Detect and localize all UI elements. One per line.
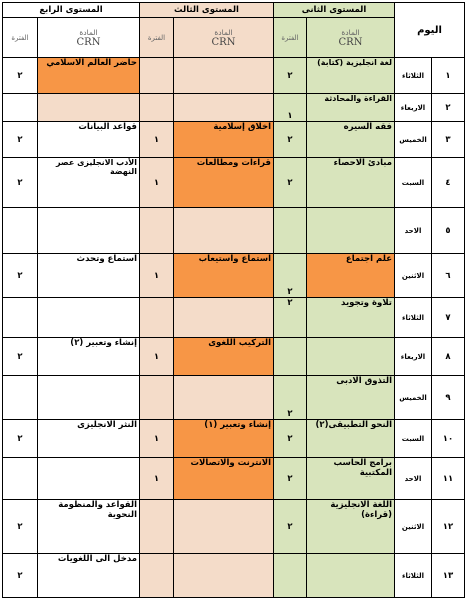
crn-label: CRN — [211, 36, 236, 48]
day-number-cell: ٥ — [432, 208, 465, 254]
level2-period-cell — [274, 554, 307, 598]
level4-subject-cell: القواعد والمنظومة النحوية — [38, 500, 140, 554]
level4-subject-cell: قواعد البيانات — [38, 122, 140, 158]
table-row — [3, 500, 465, 554]
level2-subject-cell: علم اجتماع — [307, 254, 395, 298]
level4-period-cell — [3, 376, 38, 420]
table-row — [3, 94, 465, 122]
level4-subject-cell: الأدب الانجليزى عصر النهضة — [38, 158, 140, 208]
level4-period-cell: ٢ — [3, 58, 38, 94]
day-number-cell: ٩ — [432, 376, 465, 420]
level2-subject-cell — [307, 554, 395, 598]
level3-period-cell: ١ — [140, 122, 174, 158]
level4-subject-cell: إنشاء وتعبير (٢) — [38, 338, 140, 376]
table-row — [3, 420, 465, 458]
level4-subject-cell — [38, 208, 140, 254]
day-name-cell: الاحد — [395, 208, 432, 254]
day-number-cell: ١ — [432, 58, 465, 94]
level4-subject-cell: مدخل الى اللغويات — [38, 554, 140, 598]
day-name-cell: السبت — [395, 420, 432, 458]
level2-subject-cell — [307, 338, 395, 376]
level3-subject-cell — [174, 500, 274, 554]
level4-subject-cell: استماع وتحدث — [38, 254, 140, 298]
level2-subject-cell: النحو التطبيقى(٢) — [307, 420, 395, 458]
level3-period-cell — [140, 94, 174, 122]
day-number-cell: ١٠ — [432, 420, 465, 458]
level2-subject-cell — [307, 208, 395, 254]
level2-subject-cell: القراءة والمحادثة — [307, 94, 395, 122]
level2-period-cell: ٢ — [274, 58, 307, 94]
table-row — [3, 376, 465, 420]
level4-period-cell: ٢ — [3, 420, 38, 458]
level2-header: المستوى الثانى — [274, 3, 395, 18]
level2-period-header: الفترة — [274, 18, 307, 58]
level2-subject-cell: اللغة الانجليزية (قراءة) — [307, 500, 395, 554]
level4-period-cell — [3, 208, 38, 254]
schedule-table — [2, 2, 465, 598]
level3-period-cell — [140, 376, 174, 420]
table-row — [3, 254, 465, 298]
level3-period-cell — [140, 298, 174, 338]
level2-period-cell: ٢ — [274, 500, 307, 554]
day-number-cell: ٤ — [432, 158, 465, 208]
level3-subject-cell — [174, 58, 274, 94]
level4-subject-cell — [38, 94, 140, 122]
day-number-cell: ٣ — [432, 122, 465, 158]
subject-label: المادة — [214, 27, 233, 37]
level4-period-cell — [3, 94, 38, 122]
level3-subject-cell — [174, 94, 274, 122]
level3-period-cell: ١ — [140, 338, 174, 376]
level3-subject-cell: اخلاق إسلامية — [174, 122, 274, 158]
level2-subject-cell: تلاوة وتجويد — [307, 298, 395, 338]
level2-subject-cell: برامج الحاسب المكتبية — [307, 458, 395, 500]
day-name-cell: الثلاثاء — [395, 58, 432, 94]
level3-subject-cell: استماع واستيعاب — [174, 254, 274, 298]
day-number-cell: ١١ — [432, 458, 465, 500]
table-row — [3, 158, 465, 208]
level2-period-cell — [274, 208, 307, 254]
level3-header: المستوى الثالث — [140, 3, 274, 18]
day-name-cell: الثلاثاء — [395, 554, 432, 598]
level3-subject-cell — [174, 376, 274, 420]
day-name-cell: الاثنين — [395, 254, 432, 298]
level3-subject-cell: قراءات ومطالعات — [174, 158, 274, 208]
level3-subject-header — [174, 18, 274, 58]
level3-subject-cell — [174, 298, 274, 338]
level3-subject-cell — [174, 554, 274, 598]
level2-period-cell: ٢ — [274, 376, 307, 420]
day-name-cell: الخميس — [395, 122, 432, 158]
day-name-cell: الخميس — [395, 376, 432, 420]
level2-subject-cell: مبادئ الاحصاء — [307, 158, 395, 208]
level2-period-cell: ٢ — [274, 254, 307, 298]
table-row — [3, 208, 465, 254]
level4-subject-cell — [38, 298, 140, 338]
level3-period-cell — [140, 208, 174, 254]
level3-period-cell: ١ — [140, 254, 174, 298]
level3-period-header: الفترة — [140, 18, 174, 58]
level4-subject-cell — [38, 458, 140, 500]
level4-header: المستوى الرابع — [3, 3, 140, 18]
level3-period-cell — [140, 500, 174, 554]
day-name-cell: الثلاثاء — [395, 298, 432, 338]
day-number-cell: ٢ — [432, 94, 465, 122]
table-row — [3, 338, 465, 376]
level4-subject-cell — [38, 376, 140, 420]
day-header: اليوم — [395, 3, 465, 58]
level4-period-cell — [3, 298, 38, 338]
level4-subject-cell: النثر الانجليزى — [38, 420, 140, 458]
header-row-levels — [3, 3, 465, 18]
day-number-cell: ٨ — [432, 338, 465, 376]
level3-period-cell — [140, 58, 174, 94]
level2-subject-header — [307, 18, 395, 58]
level2-period-cell: ١ — [274, 94, 307, 122]
level4-period-cell: ٢ — [3, 158, 38, 208]
level2-subject-cell: فقه السيره — [307, 122, 395, 158]
table-row — [3, 458, 465, 500]
subject-label: المادة — [79, 27, 98, 37]
subject-label: المادة — [341, 27, 360, 37]
level2-subject-cell: التذوق الادبى — [307, 376, 395, 420]
day-number-cell: ٧ — [432, 298, 465, 338]
crn-label: CRN — [338, 36, 363, 48]
level4-period-cell: ٢ — [3, 338, 38, 376]
level2-period-cell: ٢ — [274, 458, 307, 500]
level3-period-cell — [140, 554, 174, 598]
table-row — [3, 554, 465, 598]
level2-subject-cell: لغة انجليزية (كتابة) — [307, 58, 395, 94]
level2-period-cell: ٢ — [274, 420, 307, 458]
table-row — [3, 298, 465, 338]
day-name-cell: الاحد — [395, 458, 432, 500]
day-number-cell: ١٢ — [432, 500, 465, 554]
level4-period-cell: ٢ — [3, 254, 38, 298]
level3-period-cell: ١ — [140, 420, 174, 458]
level4-subject-cell: حاضر العالم الاسلامي — [38, 58, 140, 94]
level3-subject-cell: الانترنت والاتصالات — [174, 458, 274, 500]
table-row — [3, 58, 465, 94]
level2-period-cell: ٢ — [274, 158, 307, 208]
level4-subject-header — [38, 18, 140, 58]
level3-subject-cell: إنشاء وتعبير (١) — [174, 420, 274, 458]
level2-period-cell: ٢ — [274, 122, 307, 158]
day-name-cell: الاربعاء — [395, 338, 432, 376]
level4-period-cell: ٢ — [3, 500, 38, 554]
level3-subject-cell: التركيب اللغوى — [174, 338, 274, 376]
level3-period-cell: ١ — [140, 458, 174, 500]
level4-period-cell: ٢ — [3, 122, 38, 158]
level2-period-cell — [274, 338, 307, 376]
day-number-cell: ١٣ — [432, 554, 465, 598]
table-row — [3, 122, 465, 158]
day-name-cell: الاربعاء — [395, 94, 432, 122]
day-name-cell: الاثنين — [395, 500, 432, 554]
level2-period-cell: ٢ — [274, 298, 307, 338]
level4-period-cell — [3, 458, 38, 500]
day-number-cell: ٦ — [432, 254, 465, 298]
level3-subject-cell — [174, 208, 274, 254]
crn-label: CRN — [76, 36, 101, 48]
level4-period-cell: ٢ — [3, 554, 38, 598]
level3-period-cell: ١ — [140, 158, 174, 208]
level4-period-header: الفترة — [3, 18, 38, 58]
day-name-cell: السبت — [395, 158, 432, 208]
